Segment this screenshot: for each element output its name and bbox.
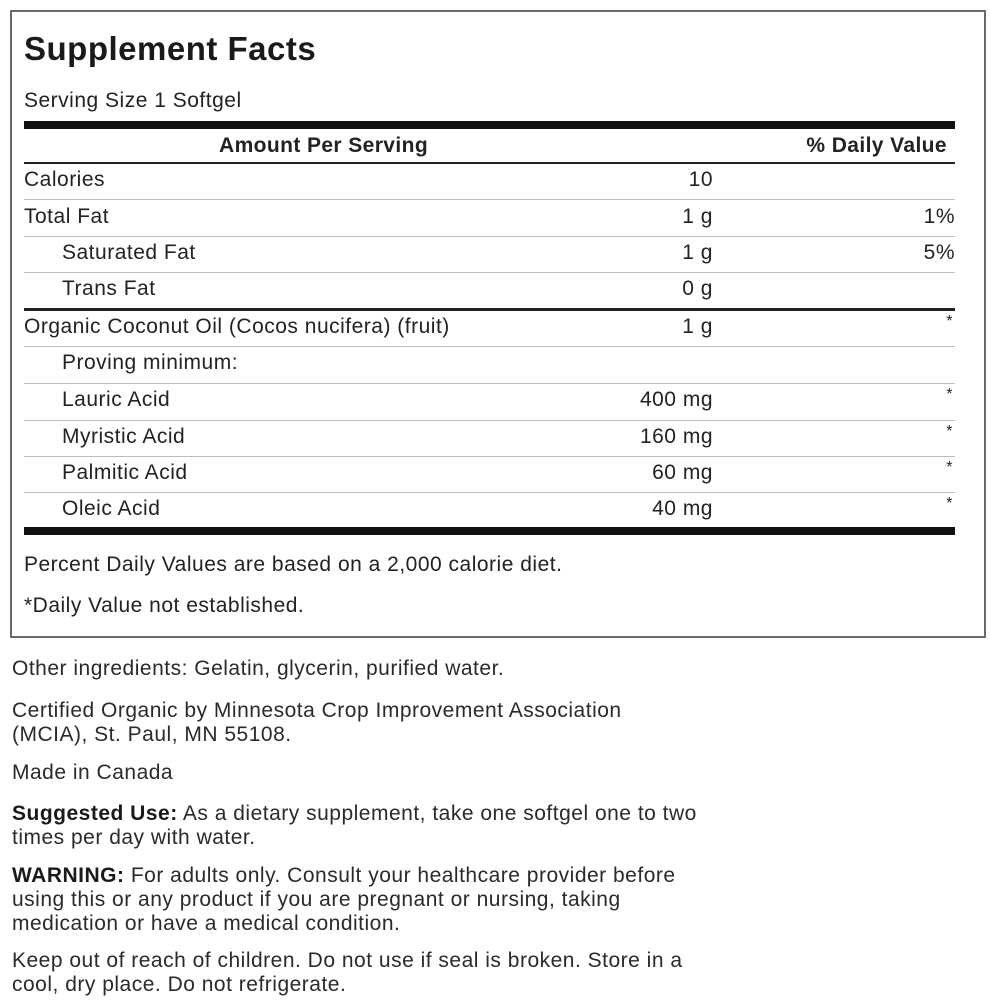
nutrient-dv: * [946,386,953,403]
nutrient-row-calories [24,163,955,199]
nutrient-label: Trans Fat [62,277,156,300]
suggested-use-line-2: times per day with water. [12,826,256,849]
panel-title: Supplement Facts [24,30,317,67]
made-in-text: Made in Canada [12,761,174,784]
header-daily-value: % Daily Value [806,134,947,157]
nutrient-row-oleic-acid [24,492,955,528]
header-amount-per-serving: Amount Per Serving [219,134,429,157]
nutrient-amount: 60 mg [652,461,713,484]
footnote-daily-value: *Daily Value not established. [24,594,305,617]
nutrient-row-total-fat [24,200,955,236]
suggested-use-line-1: As a dietary supplement, take one softgel one to two [177,802,697,825]
warning [12,864,988,936]
serving-size: Serving Size 1 Softgel [24,89,242,112]
nutrient-amount: 160 mg [639,425,713,448]
warning-label: WARNING: [12,864,125,887]
nutrient-label: Palmitic Acid [62,461,188,484]
nutrient-row-lauric-acid [24,383,955,419]
certification [12,699,988,747]
other-ingredients [12,657,988,681]
nutrient-dv: * [946,459,953,476]
warning-line-2: using this or any product if you are pregnant or nursing, taking [12,888,621,911]
nutrient-label: Oleic Acid [62,497,161,520]
nutrient-label: Lauric Acid [62,388,171,411]
nutrient-amount: 1 g [682,205,713,228]
nutrient-row-coconut-oil [24,310,955,346]
nutrient-row-palmitic-acid [24,456,955,492]
nutrient-amount: 1 g [682,315,713,338]
nutrient-label: Calories [24,168,106,191]
made-in [12,761,988,785]
storage-line-2: cool, dry place. Do not refrigerate. [12,973,347,996]
suggested-use-label: Suggested Use: [12,802,178,825]
other-ingredients-text: Other ingredients: Gelatin, glycerin, purified water. [12,657,505,680]
certification-line-1: Certified Organic by Minnesota Crop Improvement Association [12,699,622,722]
nutrient-label: Total Fat [24,205,110,228]
bottom-divider-bar [24,527,955,535]
warning-line-1: For adults only. Consult your healthcare provider before [124,864,676,887]
nutrient-row-saturated-fat [24,236,955,272]
nutrient-dv: 1% [923,205,955,228]
nutrient-label: Organic Coconut Oil (Cocos nucifera) (fruit) [24,315,450,338]
nutrient-label: Saturated Fat [62,241,196,264]
nutrient-amount: 40 mg [652,497,713,520]
nutrient-amount: 0 g [682,277,713,300]
nutrient-label: Proving minimum: [62,351,239,374]
nutrient-dv: * [946,423,953,440]
footnote-diet: Percent Daily Values are based on a 2,000 calorie diet. [24,553,563,576]
nutrient-amount: 1 g [682,241,713,264]
nutrient-row-myristic-acid [24,420,955,456]
nutrient-amount: 10 [688,168,713,191]
nutrient-amount: 400 mg [639,388,713,411]
nutrient-dv: * [946,313,953,330]
storage-line-1: Keep out of reach of children. Do not use if seal is broken. Store in a [12,949,683,972]
nutrient-row-trans-fat [24,272,955,308]
table-header [24,126,955,162]
nutrient-dv: * [946,495,953,512]
nutrient-row-proving-minimum [24,346,955,382]
certification-line-2: (MCIA), St. Paul, MN 55108. [12,723,292,746]
suggested-use [12,802,988,850]
storage-instructions [12,949,988,997]
nutrient-dv: 5% [923,241,955,264]
warning-line-3: medication or have a medical condition. [12,912,401,935]
nutrient-label: Myristic Acid [62,425,186,448]
